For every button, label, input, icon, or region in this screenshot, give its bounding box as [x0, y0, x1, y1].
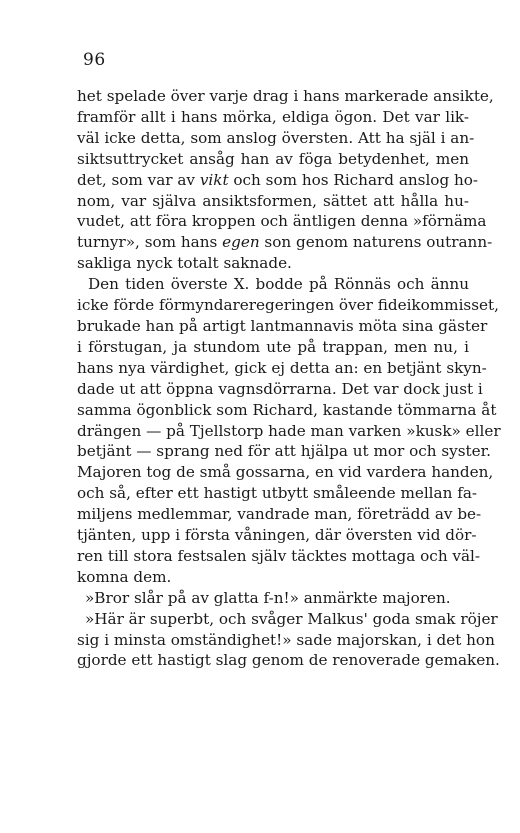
text-line: ren till stora festsalen själv täcktes mottaga och väl-: [77, 546, 481, 565]
text-line: [77, 170, 479, 191]
page-number: 96: [83, 50, 106, 70]
text-line: [77, 232, 493, 253]
text-line: hans nya värdighet, gick ej detta an: en betjänt skyn-: [77, 358, 487, 377]
text-line: sig i minsta omständighet!» sade majorskan, i det hon: [77, 630, 495, 649]
body-text: [77, 86, 501, 671]
text-line: het spelade över varje drag i hans markerade ansikte,: [77, 87, 494, 105]
text-line: nom, var själva ansiktsformen, sättet att hålla hu-: [77, 191, 469, 210]
text-line: vudet, att föra kroppen och äntligen denna »förnäma: [77, 212, 487, 231]
text-line: och så, efter ett hastigt utbytt småleende mellan fa-: [77, 484, 478, 503]
text-line: i förstugan, ja stundom ute på trappan, men nu, i: [77, 337, 469, 356]
text-segment: och som hos Richard anslog ho-: [228, 170, 479, 189]
emphasis: egen: [222, 233, 260, 252]
text-line: drängen — på Tjellstorp hade man varken »kusk» eller: [77, 421, 501, 440]
text-line: sakliga nyck totalt saknade.: [77, 254, 292, 273]
text-line: komna dem.: [77, 567, 172, 586]
text-segment: son genom naturens outrann-: [259, 233, 493, 252]
text-line: tjänten, upp i första våningen, där översten vid dör-: [77, 526, 477, 545]
text-line: miljens medlemmar, vandrade man, företrädd av be-: [77, 505, 482, 524]
text-segment: turnyr», som hans: [77, 233, 223, 252]
text-line: Den tiden överste X. bodde på Rönnäs och ännu: [88, 275, 469, 294]
text-line: väl icke detta, som anslog översten. Att ha själ i an-: [77, 128, 475, 147]
text-line: icke förde förmyndareregeringen över fideikommisset,: [77, 296, 499, 315]
text-line: siktsuttrycket ansåg han av föga betydenhet, men: [77, 149, 469, 168]
text-line: »Här är superbt, och svåger Malkus' goda smak röjer: [85, 609, 498, 628]
text-line: gjorde ett hastigt slag genom de renoverade gemaken.: [77, 651, 500, 670]
text-line: Majoren tog de små gossarna, en vid vardera handen,: [77, 463, 494, 482]
text-line: dade ut att öppna vagnsdörrarna. Det var dock just i: [77, 379, 483, 398]
text-line: »Bror slår på av glatta f-n!» anmärkte majoren.: [85, 588, 451, 607]
text-line: brukade han på artigt lantmannavis möta sina gäster: [77, 316, 488, 335]
text-line: samma ögonblick som Richard, kastande tömmarna åt: [77, 400, 497, 419]
text-segment: det, som var av: [77, 170, 200, 189]
emphasis: vikt: [199, 170, 229, 189]
text-line: framför allt i hans mörka, eldiga ögon. Det var lik-: [77, 107, 469, 126]
text-line: betjänt — sprang ned för att hjälpa ut mor och syster.: [77, 442, 492, 461]
